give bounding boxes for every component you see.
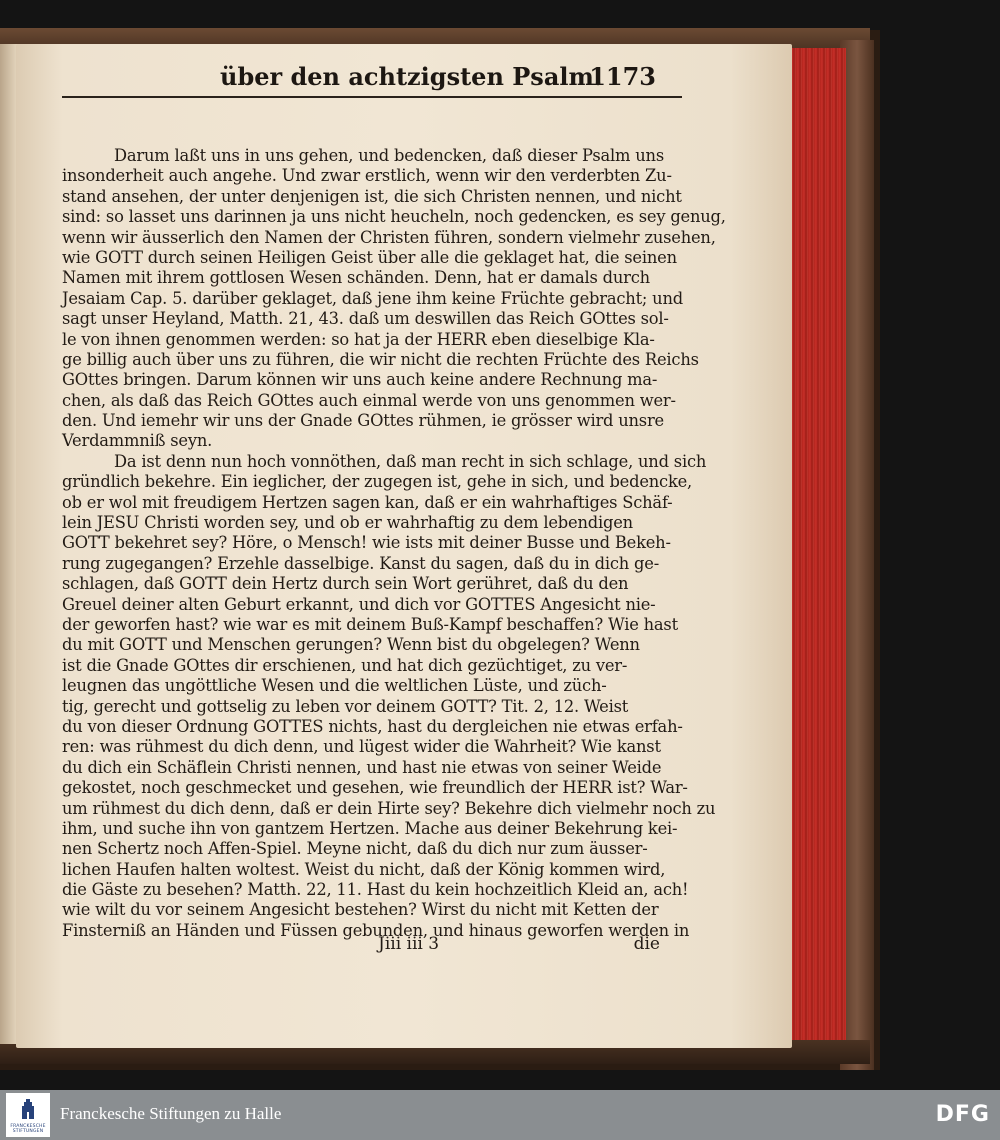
text-line: stand ansehen, der unter denjenigen ist, die sich Christen nennen, und nicht <box>62 186 682 206</box>
page-header <box>100 62 660 94</box>
header-rule <box>62 96 682 98</box>
text-line: der geworfen hast? wie war es mit deinem Buß-Kampf beschaffen? Wie hast <box>62 614 678 634</box>
text-line: GOttes bringen. Darum können wir uns auch keine andere Rechnung ma- <box>62 370 658 390</box>
page-footer <box>62 934 660 960</box>
text-line: wie GOTT durch seinen Heiligen Geist über alle die geklaget hat, die seinen <box>62 247 677 267</box>
text-line: tig, gerecht und gottselig zu leben vor deinem GOTT? Tit. 2, 12. Weist <box>62 696 629 716</box>
text-line: Verdammniß seyn. <box>62 431 213 451</box>
page-number: 1173 <box>589 62 656 91</box>
text-line: Da ist denn nun hoch vonnöthen, daß man recht in sich schlage, und sich <box>114 451 707 471</box>
body-text <box>62 146 726 941</box>
logo-caption-line-2: STIFTUNGEN <box>12 1129 44 1134</box>
red-page-edge <box>790 48 846 1056</box>
dfg-logo[interactable]: DFG <box>935 1102 990 1127</box>
text-line: wenn wir äusserlich den Namen der Christen führen, sondern vielmehr zusehen, <box>62 227 716 247</box>
text-line: nen Schertz noch Affen-Spiel. Meyne nicht, daß du dich nur zum äusser- <box>62 839 648 859</box>
text-line: rung zugegangen? Erzehle dasselbige. Kanst du sagen, daß du in dich ge- <box>62 553 660 573</box>
text-line: die Gäste zu besehen? Matth. 22, 11. Hast du kein hochzeitlich Kleid an, ach! <box>62 880 689 900</box>
text-line: schlagen, daß GOTT dein Hertz durch sein Wort gerühret, daß du den <box>62 574 629 594</box>
text-line: du von dieser Ordnung GOTTES nichts, hast du dergleichen nie etwas erfah- <box>62 716 683 736</box>
text-line: Greuel deiner alten Geburt erkannt, und dich vor GOTTES Angesicht nie- <box>62 594 656 614</box>
institution-name: Franckesche Stiftungen zu Halle <box>60 1104 282 1123</box>
text-line: um rühmest du dich denn, daß er dein Hirte sey? Bekehre dich vielmehr noch zu <box>62 798 716 818</box>
viewer-footer-bar <box>0 1090 1000 1140</box>
text-line: ob er wol mit freudigem Hertzen sagen kan, daß er ein wahrhaftiges Schäf- <box>62 492 673 512</box>
signature-mark: Jiii iii 3 <box>378 934 440 954</box>
text-line: Jesaiam Cap. 5. darüber geklaget, daß jene ihm keine Früchte gebracht; und <box>62 288 683 308</box>
text-line: gekostet, noch geschmecket und gesehen, wie freundlich der HERR ist? War- <box>62 778 688 798</box>
text-line: ist die Gnade GOttes dir erschienen, und hat dich gezüchtiget, zu ver- <box>62 655 628 675</box>
text-line: du mit GOTT und Menschen gerungen? Wenn bist du obgelegen? Wenn <box>62 635 640 655</box>
text-line: chen, als daß das Reich GOttes auch einmal werde von uns genommen wer- <box>62 390 676 410</box>
logo-caption-line-1: FRANCKESCHE <box>10 1124 46 1129</box>
text-line: Darum laßt uns in uns gehen, und bedencken, daß dieser Psalm uns <box>114 146 664 165</box>
text-line: ren: was rühmest du dich denn, und lügest wider die Wahrheit? Wie kanst <box>62 737 661 757</box>
text-line: sind: so lasset uns darinnen ja uns nicht heucheln, noch gedencken, es sey genug, <box>62 207 726 227</box>
tower-icon <box>21 1099 35 1119</box>
text-line: den. Und iemehr wir uns der Gnade GOttes rühmen, ie grösser wird unsre <box>62 411 664 431</box>
text-line: ihm, und suche ihn von gantzem Hertzen. Mache aus deiner Bekehrung kei- <box>62 818 678 838</box>
text-line: leugnen das ungöttliche Wesen und die weltlichen Lüste, und züch- <box>62 676 607 696</box>
text-line: gründlich bekehre. Ein ieglicher, der zugegen ist, gehe in sich, und bedencke, <box>62 472 693 492</box>
text-line: du dich ein Schäflein Christi nennen, und hast nie etwas von seiner Weide <box>62 757 662 777</box>
text-line: insonderheit auch angehe. Und zwar erstlich, wenn wir den verderbten Zu- <box>62 166 672 186</box>
text-line: lichen Haufen halten woltest. Weist du nicht, daß der König kommen wird, <box>62 859 666 879</box>
text-line: GOTT bekehret sey? Höre, o Mensch! wie ists mit deiner Busse und Bekeh- <box>62 533 671 553</box>
logo-caption <box>6 1124 50 1134</box>
text-line: ge billig auch über uns zu führen, die wir nicht die rechten Früchte des Reichs <box>62 349 699 369</box>
text-line: le von ihnen genommen werden: so hat ja der HERR eben dieselbige Kla- <box>62 329 655 349</box>
text-line: lein JESU Christi worden sey, und ob er wahrhaftig zu dem lebendigen <box>62 513 633 533</box>
catchword: die <box>633 934 660 954</box>
running-title: über den achtzigsten Psalm. <box>220 62 603 91</box>
text-line: wie wilt du vor seinem Angesicht bestehen? Wirst du nicht mit Ketten der <box>62 900 659 920</box>
text-line: sagt unser Heyland, Matth. 21, 43. daß um deswillen das Reich GOttes sol- <box>62 309 669 329</box>
franckesche-logo[interactable] <box>6 1093 50 1137</box>
text-line: Finsterniß an Händen und Füssen gebunden, und hinaus geworfen werden in <box>62 920 690 940</box>
text-line: Namen mit ihrem gottlosen Wesen schänden. Denn, hat er damals durch <box>62 268 650 288</box>
